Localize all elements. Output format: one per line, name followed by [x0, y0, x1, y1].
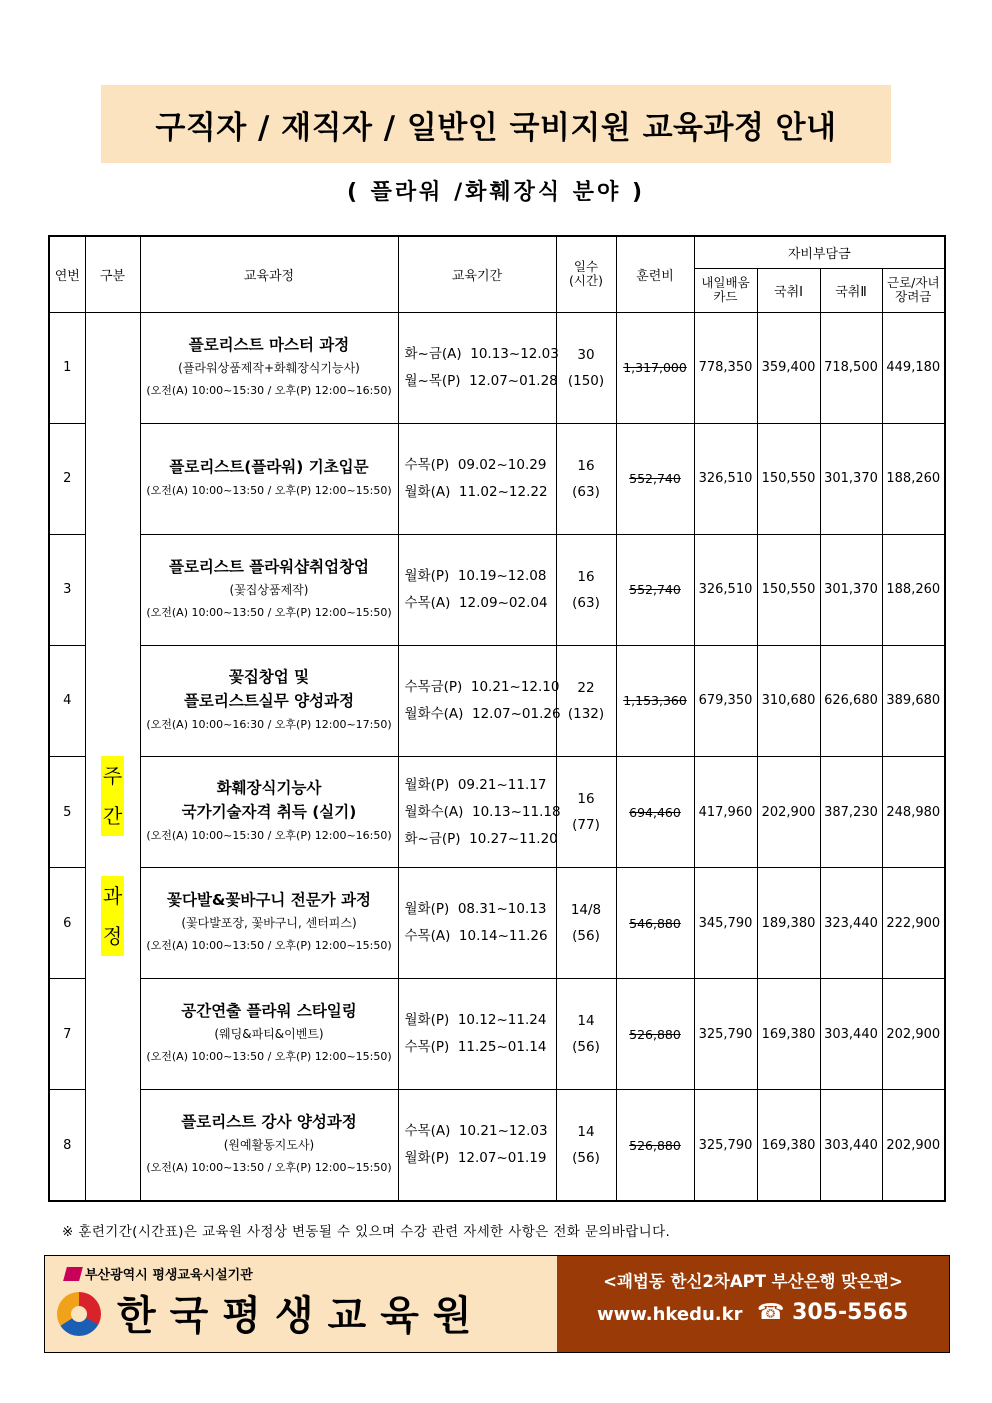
days-cell — [556, 534, 616, 645]
period-line: 수목(A) 10.21~12.03 — [404, 1123, 548, 1140]
header-course: 교육과정 — [140, 236, 398, 312]
notice-text: ※ 훈련기간(시간표)은 교육원 사정상 변동될 수 있으며 수강 관련 자세한 사항은 전화 문의바랍니다. — [62, 1224, 671, 1240]
work-cell: 202,900 — [882, 1090, 945, 1201]
work-cell: 222,900 — [882, 868, 945, 979]
header-k1: 국취Ⅰ — [757, 268, 820, 312]
k1-cell: 359,400 — [757, 312, 820, 423]
days-cell — [556, 757, 616, 868]
course-name: 플로리스트(플라워) 기초입문 — [169, 457, 369, 476]
k2-cell: 626,680 — [820, 645, 882, 756]
period-cell — [398, 645, 561, 756]
course-cell — [140, 757, 398, 868]
footer — [44, 1255, 950, 1353]
course-cell — [140, 423, 398, 534]
address: <괘법동 한신2차APT 부산은행 맞은편> — [603, 1272, 903, 1291]
card-cell: 778,350 — [694, 312, 757, 423]
days-cell — [556, 423, 616, 534]
institution-text: 부산광역시 평생교육시설기관 — [85, 1268, 253, 1283]
k2-cell: 303,440 — [820, 1090, 882, 1201]
course-cell — [140, 979, 398, 1090]
period-line: 월화(P) 12.07~01.19 — [404, 1150, 547, 1167]
period-line: 수목(P) 09.02~10.29 — [404, 456, 547, 473]
k1-cell: 169,380 — [757, 1090, 820, 1201]
header-days-label: 일수 — [573, 259, 599, 275]
k2-cell: 301,370 — [820, 423, 882, 534]
page-subtitle: ( 플라워 /화훼장식 분야 ) — [346, 180, 646, 205]
course-name: 화훼장식기능사 — [216, 779, 322, 798]
header-period: 교육기간 — [398, 236, 556, 312]
table-row — [49, 1090, 945, 1201]
fee-cell: 526,880 — [616, 1090, 694, 1201]
days-value: 16 — [577, 791, 595, 808]
hours-value: (56) — [572, 1039, 600, 1056]
k2-cell: 718,500 — [820, 312, 882, 423]
course-name: 플로리스트실무 양성과정 — [183, 691, 355, 710]
course-sub: (꽃다발포장, 꽃바구니, 센터피스) — [181, 916, 357, 931]
days-cell — [556, 979, 616, 1090]
period-line: 월화수(A) 10.13~11.18 — [404, 803, 561, 820]
fee-cell: 552,740 — [616, 534, 694, 645]
table-row — [49, 757, 945, 868]
header-hours-label: (시간) — [569, 273, 603, 289]
header-work — [882, 268, 945, 312]
k1-cell: 150,550 — [757, 534, 820, 645]
course-time: (오전(A) 10:00~15:30 / 오후(P) 12:00~16:50) — [146, 829, 392, 843]
course-time: (오전(A) 10:00~13:50 / 오후(P) 12:00~15:50) — [146, 939, 392, 953]
period-line: 화~금(A) 10.13~12.03 — [404, 345, 559, 362]
days-value: 14/8 — [570, 902, 602, 919]
gubun-char: 간 — [101, 796, 124, 836]
course-sub: (플라워상품제작+화훼장식기능사) — [178, 360, 360, 375]
days-value: 30 — [577, 346, 595, 363]
fee-cell: 1,153,360 — [616, 645, 694, 756]
header-fee: 훈련비 — [616, 236, 694, 312]
k2-cell: 301,370 — [820, 534, 882, 645]
header-card — [694, 268, 757, 312]
hours-value: (150) — [567, 372, 605, 389]
table-row — [49, 312, 945, 423]
work-cell: 188,260 — [882, 534, 945, 645]
hours-value: (132) — [567, 705, 605, 722]
period-cell — [398, 1090, 556, 1201]
work-cell: 188,260 — [882, 423, 945, 534]
course-name: 플로리스트 강사 양성과정 — [181, 1113, 357, 1132]
days-value: 22 — [577, 679, 595, 696]
period-line: 수목(A) 12.09~02.04 — [404, 594, 548, 611]
card-cell: 326,510 — [694, 534, 757, 645]
hours-value: (63) — [572, 594, 600, 611]
period-cell — [398, 979, 556, 1090]
card-cell: 325,790 — [694, 1090, 757, 1201]
course-sub: (원예활동지도사) — [223, 1138, 315, 1153]
period-cell — [398, 534, 556, 645]
days-value: 16 — [577, 568, 595, 585]
course-name: 플로리스트 마스터 과정 — [188, 335, 350, 354]
period-line: 월화(P) 10.12~11.24 — [404, 1012, 547, 1029]
period-line: 화~금(P) 10.27~11.20 — [404, 830, 558, 847]
hours-value: (77) — [572, 817, 600, 834]
card-cell: 345,790 — [694, 868, 757, 979]
period-line: 수목(A) 10.14~11.26 — [404, 928, 548, 945]
header-days — [556, 236, 616, 312]
work-cell: 389,680 — [882, 645, 945, 756]
k1-cell: 169,380 — [757, 979, 820, 1090]
days-cell — [556, 645, 616, 756]
org-name: 한국평생교육원 — [117, 1293, 486, 1339]
course-name: 국가기술자격 취득 (실기) — [181, 803, 357, 822]
days-value: 14 — [577, 1124, 595, 1141]
course-time: (오전(A) 10:00~13:50 / 오후(P) 12:00~15:50) — [146, 1161, 392, 1175]
footer-left — [45, 1256, 557, 1352]
header-work-line2: 장려금 — [895, 289, 932, 304]
days-value: 16 — [577, 457, 595, 474]
header-card-line1: 내일배움 — [701, 275, 750, 290]
row-no: 4 — [49, 645, 85, 756]
busan-mark-icon — [63, 1267, 83, 1281]
fee-cell: 1,317,000 — [616, 312, 694, 423]
table-row — [49, 423, 945, 534]
course-name: 공간연출 플라워 스타일링 — [181, 1002, 357, 1021]
card-cell: 325,790 — [694, 979, 757, 1090]
title-banner — [101, 85, 891, 163]
period-line: 월화(P) 10.19~12.08 — [404, 567, 547, 584]
days-cell — [556, 868, 616, 979]
row-no: 6 — [49, 868, 85, 979]
row-no: 7 — [49, 979, 85, 1090]
gubun-cell — [85, 312, 140, 1201]
hours-value: (63) — [572, 483, 600, 500]
period-cell — [398, 868, 556, 979]
days-cell — [556, 1090, 616, 1201]
period-cell — [398, 757, 561, 868]
header-self-pay: 자비부담금 — [694, 236, 945, 268]
k1-cell: 310,680 — [757, 645, 820, 756]
hours-value: (56) — [572, 928, 600, 945]
fee-cell: 546,880 — [616, 868, 694, 979]
work-cell: 449,180 — [882, 312, 945, 423]
course-time: (오전(A) 10:00~13:50 / 오후(P) 12:00~15:50) — [146, 483, 392, 497]
row-no: 3 — [49, 534, 85, 645]
period-cell — [398, 423, 556, 534]
k2-cell: 387,230 — [820, 757, 882, 868]
gubun-char: 과 — [101, 876, 124, 916]
table-row — [49, 534, 945, 645]
footer-right — [557, 1256, 949, 1352]
table-row — [49, 645, 945, 756]
work-cell: 202,900 — [882, 979, 945, 1090]
page-title: 구직자 / 재직자 / 일반인 국비지원 교육과정 안내 — [155, 109, 837, 146]
k1-cell: 189,380 — [757, 868, 820, 979]
header-work-line1: 근로/자녀 — [887, 275, 940, 290]
card-cell: 679,350 — [694, 645, 757, 756]
card-cell: 326,510 — [694, 423, 757, 534]
course-name: 꽃집창업 및 — [228, 667, 310, 686]
course-time: (오전(A) 10:00~13:50 / 오후(P) 12:00~15:50) — [146, 605, 392, 619]
period-line: 월~목(P) 12.07~01.28 — [404, 372, 558, 389]
period-cell — [398, 312, 559, 423]
k1-cell: 202,900 — [757, 757, 820, 868]
days-value: 14 — [577, 1013, 595, 1030]
period-line: 월화수(A) 12.07~01.26 — [404, 705, 561, 722]
course-table — [48, 235, 946, 1202]
table-row — [49, 868, 945, 979]
k2-cell: 303,440 — [820, 979, 882, 1090]
table-row — [49, 979, 945, 1090]
header-card-line2: 카드 — [713, 289, 738, 304]
course-cell — [140, 312, 398, 423]
header-k2: 국취Ⅱ — [820, 268, 882, 312]
work-cell: 248,980 — [882, 757, 945, 868]
institution-label — [65, 1264, 253, 1283]
gubun-char: 주 — [101, 756, 124, 796]
phone-number[interactable]: ☎ 305-5565 — [757, 1300, 909, 1325]
period-line: 월화(P) 08.31~10.13 — [404, 901, 547, 918]
course-cell — [140, 534, 398, 645]
course-time: (오전(A) 10:00~15:30 / 오후(P) 12:00~16:50) — [146, 383, 392, 397]
period-line: 월화(A) 11.02~12.22 — [404, 483, 548, 500]
row-no: 8 — [49, 1090, 85, 1201]
org-logo-icon — [57, 1292, 101, 1336]
period-line: 월화(P) 09.21~11.17 — [404, 776, 547, 793]
header-no: 연번 — [49, 236, 85, 312]
hours-value: (56) — [572, 1150, 600, 1167]
course-sub: (웨딩&파티&이벤트) — [214, 1027, 324, 1042]
period-line: 수목금(P) 10.21~12.10 — [404, 678, 560, 695]
course-cell — [140, 645, 398, 756]
fee-cell: 526,880 — [616, 979, 694, 1090]
course-sub: (꽃집상품제작) — [229, 582, 309, 597]
course-name: 꽃다발&꽃바구니 전문가 과정 — [167, 891, 371, 910]
gubun-char: 정 — [101, 916, 124, 956]
course-name: 플로리스트 플라워샵취업창업 — [168, 557, 370, 576]
card-cell: 417,960 — [694, 757, 757, 868]
k2-cell: 323,440 — [820, 868, 882, 979]
row-no: 2 — [49, 423, 85, 534]
row-no: 5 — [49, 757, 85, 868]
course-cell — [140, 1090, 398, 1201]
fee-cell: 694,460 — [616, 757, 694, 868]
website-link[interactable]: www.hkedu.kr — [597, 1304, 743, 1325]
course-cell — [140, 868, 398, 979]
days-cell — [556, 312, 616, 423]
course-time: (오전(A) 10:00~13:50 / 오후(P) 12:00~15:50) — [146, 1050, 392, 1064]
course-time: (오전(A) 10:00~16:30 / 오후(P) 12:00~17:50) — [146, 717, 392, 731]
k1-cell: 150,550 — [757, 423, 820, 534]
row-no: 1 — [49, 312, 85, 423]
period-line: 수목(P) 11.25~01.14 — [404, 1039, 547, 1056]
header-gubun: 구분 — [85, 236, 140, 312]
fee-cell: 552,740 — [616, 423, 694, 534]
